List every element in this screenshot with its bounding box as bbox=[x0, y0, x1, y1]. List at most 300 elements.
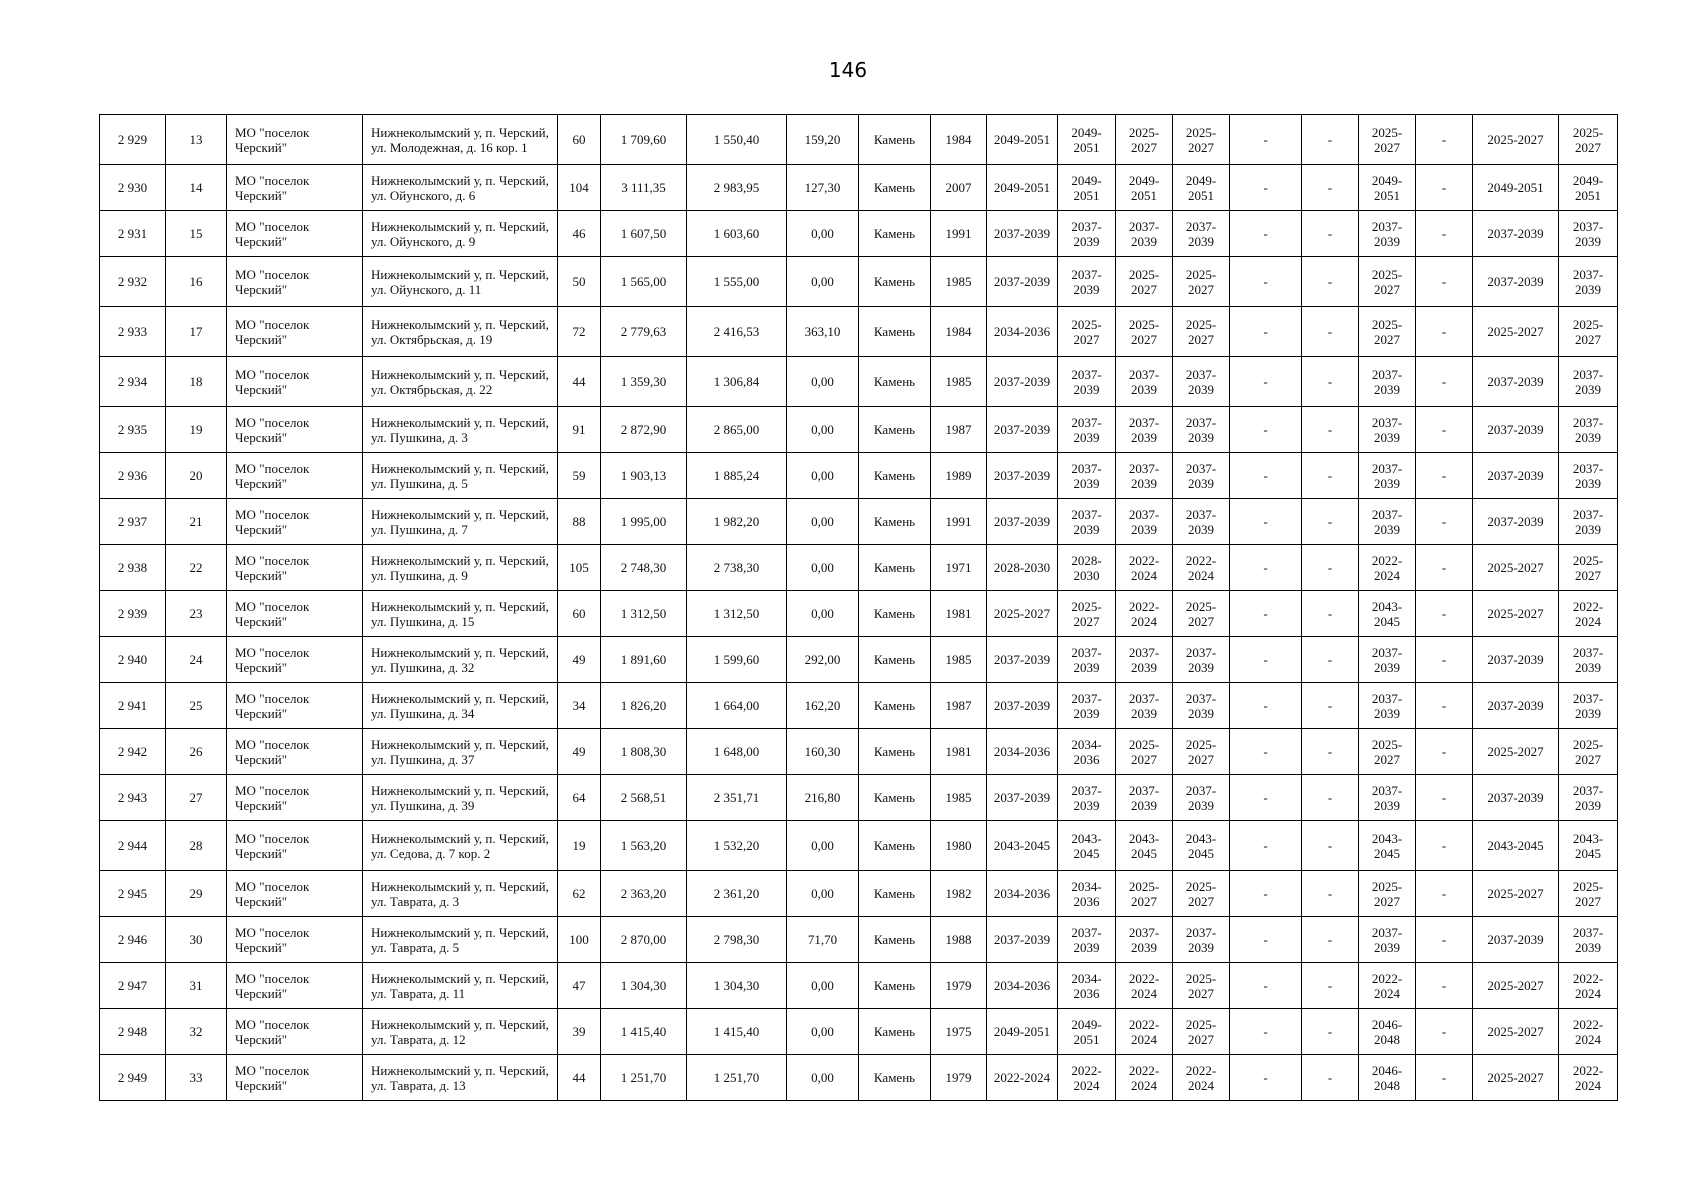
cell-total-area: 1 563,20 bbox=[601, 821, 687, 871]
cell-living-area: 1 982,20 bbox=[687, 499, 787, 545]
cell-local-number: 17 bbox=[166, 307, 227, 357]
cell-repair-period: 2025-2027 bbox=[1058, 307, 1116, 357]
cell-repair-period: - bbox=[1302, 499, 1359, 545]
cell-local-number: 28 bbox=[166, 821, 227, 871]
cell-living-area: 2 416,53 bbox=[687, 307, 787, 357]
table-row bbox=[100, 775, 1618, 821]
cell-address: Нижнеколымский у, п. Черский, ул. Пушкина, д. 39 bbox=[363, 775, 558, 821]
cell-repair-period: 2037-2039 bbox=[1473, 407, 1559, 453]
cell-repair-period: - bbox=[1302, 775, 1359, 821]
table-row bbox=[100, 637, 1618, 683]
cell-wall-material: Камень bbox=[859, 963, 931, 1009]
cell-residents: 72 bbox=[558, 307, 601, 357]
cell-wall-material: Камень bbox=[859, 115, 931, 165]
cell-row-number: 2 935 bbox=[100, 407, 166, 453]
cell-repair-period: - bbox=[1230, 871, 1302, 917]
cell-repair-period: 2037-2039 bbox=[1559, 257, 1618, 307]
cell-repair-period: 2025-2027 bbox=[1058, 591, 1116, 637]
cell-municipality: МО "поселок Черский" bbox=[227, 257, 363, 307]
cell-living-area: 1 550,40 bbox=[687, 115, 787, 165]
cell-repair-period: - bbox=[1230, 499, 1302, 545]
cell-local-number: 18 bbox=[166, 357, 227, 407]
cell-repair-period: 2037-2039 bbox=[1559, 211, 1618, 257]
cell-municipality: МО "поселок Черский" bbox=[227, 729, 363, 775]
cell-repair-period: 2037-2039 bbox=[1116, 453, 1173, 499]
cell-living-area: 1 603,60 bbox=[687, 211, 787, 257]
cell-build-year: 2007 bbox=[931, 165, 987, 211]
cell-nonresidential-area: 127,30 bbox=[787, 165, 859, 211]
cell-repair-period: 2025-2027 bbox=[1473, 1055, 1559, 1101]
cell-repair-period: 2037-2039 bbox=[1559, 637, 1618, 683]
table-row bbox=[100, 683, 1618, 729]
cell-repair-period: 2037-2039 bbox=[1116, 917, 1173, 963]
cell-residents: 100 bbox=[558, 917, 601, 963]
cell-wall-material: Камень bbox=[859, 357, 931, 407]
cell-repair-period: - bbox=[1416, 165, 1473, 211]
cell-repair-period: 2025-2027 bbox=[1173, 963, 1230, 1009]
cell-living-area: 2 798,30 bbox=[687, 917, 787, 963]
cell-total-area: 1 709,60 bbox=[601, 115, 687, 165]
cell-repair-period: 2022-2024 bbox=[1359, 963, 1416, 1009]
cell-repair-period: 2025-2027 bbox=[1559, 545, 1618, 591]
cell-repair-period: 2037-2039 bbox=[987, 257, 1058, 307]
cell-repair-period: 2037-2039 bbox=[1116, 357, 1173, 407]
cell-row-number: 2 948 bbox=[100, 1009, 166, 1055]
cell-nonresidential-area: 0,00 bbox=[787, 591, 859, 637]
cell-municipality: МО "поселок Черский" bbox=[227, 871, 363, 917]
cell-repair-period: 2037-2039 bbox=[1058, 357, 1116, 407]
cell-total-area: 1 891,60 bbox=[601, 637, 687, 683]
cell-repair-period: - bbox=[1302, 683, 1359, 729]
cell-repair-period: 2037-2039 bbox=[1173, 683, 1230, 729]
cell-address: Нижнеколымский у, п. Черский, ул. Ойунского, д. 9 bbox=[363, 211, 558, 257]
cell-living-area: 1 415,40 bbox=[687, 1009, 787, 1055]
cell-total-area: 2 779,63 bbox=[601, 307, 687, 357]
cell-address: Нижнеколымский у, п. Черский, ул. Пушкина, д. 32 bbox=[363, 637, 558, 683]
cell-repair-period: - bbox=[1302, 637, 1359, 683]
cell-repair-period: 2037-2039 bbox=[1173, 357, 1230, 407]
cell-nonresidential-area: 292,00 bbox=[787, 637, 859, 683]
cell-repair-period: 2025-2027 bbox=[1173, 591, 1230, 637]
cell-repair-period: 2037-2039 bbox=[1473, 683, 1559, 729]
cell-nonresidential-area: 0,00 bbox=[787, 821, 859, 871]
cell-repair-period: 2037-2039 bbox=[987, 407, 1058, 453]
table-row bbox=[100, 729, 1618, 775]
table-row bbox=[100, 211, 1618, 257]
cell-local-number: 26 bbox=[166, 729, 227, 775]
cell-repair-period: 2022-2024 bbox=[1173, 545, 1230, 591]
cell-repair-period: - bbox=[1416, 211, 1473, 257]
cell-repair-period: 2037-2039 bbox=[1473, 211, 1559, 257]
cell-row-number: 2 938 bbox=[100, 545, 166, 591]
cell-total-area: 1 565,00 bbox=[601, 257, 687, 307]
table-row bbox=[100, 165, 1618, 211]
cell-row-number: 2 949 bbox=[100, 1055, 166, 1101]
cell-wall-material: Камень bbox=[859, 591, 931, 637]
cell-repair-period: 2037-2039 bbox=[1559, 499, 1618, 545]
cell-wall-material: Камень bbox=[859, 683, 931, 729]
cell-municipality: МО "поселок Черский" bbox=[227, 1055, 363, 1101]
cell-repair-period: - bbox=[1416, 871, 1473, 917]
cell-repair-period: 2025-2027 bbox=[1473, 115, 1559, 165]
cell-total-area: 2 748,30 bbox=[601, 545, 687, 591]
cell-repair-period: - bbox=[1230, 407, 1302, 453]
cell-address: Нижнеколымский у, п. Черский, ул. Октябрьская, д. 19 bbox=[363, 307, 558, 357]
cell-municipality: МО "поселок Черский" bbox=[227, 591, 363, 637]
cell-residents: 47 bbox=[558, 963, 601, 1009]
cell-residents: 59 bbox=[558, 453, 601, 499]
table-row bbox=[100, 821, 1618, 871]
cell-local-number: 23 bbox=[166, 591, 227, 637]
cell-repair-period: 2037-2039 bbox=[1359, 917, 1416, 963]
cell-repair-period: - bbox=[1302, 1009, 1359, 1055]
cell-repair-period: - bbox=[1416, 357, 1473, 407]
cell-nonresidential-area: 0,00 bbox=[787, 211, 859, 257]
cell-residents: 88 bbox=[558, 499, 601, 545]
cell-nonresidential-area: 216,80 bbox=[787, 775, 859, 821]
table-row bbox=[100, 453, 1618, 499]
cell-repair-period: 2049-2051 bbox=[1116, 165, 1173, 211]
cell-repair-period: 2025-2027 bbox=[1173, 257, 1230, 307]
cell-row-number: 2 936 bbox=[100, 453, 166, 499]
cell-local-number: 25 bbox=[166, 683, 227, 729]
cell-nonresidential-area: 0,00 bbox=[787, 1055, 859, 1101]
cell-repair-period: - bbox=[1230, 963, 1302, 1009]
cell-nonresidential-area: 0,00 bbox=[787, 357, 859, 407]
cell-municipality: МО "поселок Черский" bbox=[227, 637, 363, 683]
cell-wall-material: Камень bbox=[859, 257, 931, 307]
cell-build-year: 1985 bbox=[931, 357, 987, 407]
cell-repair-period: 2037-2039 bbox=[1173, 917, 1230, 963]
cell-repair-period: - bbox=[1230, 257, 1302, 307]
cell-repair-period: 2049-2051 bbox=[1058, 115, 1116, 165]
cell-repair-period: - bbox=[1302, 407, 1359, 453]
cell-repair-period: - bbox=[1230, 1009, 1302, 1055]
cell-repair-period: 2043-2045 bbox=[1058, 821, 1116, 871]
cell-repair-period: 2037-2039 bbox=[1173, 407, 1230, 453]
cell-repair-period: 2037-2039 bbox=[1116, 499, 1173, 545]
table-body bbox=[100, 115, 1618, 1101]
cell-wall-material: Камень bbox=[859, 211, 931, 257]
cell-residents: 49 bbox=[558, 637, 601, 683]
cell-repair-period: - bbox=[1230, 591, 1302, 637]
cell-repair-period: - bbox=[1302, 963, 1359, 1009]
cell-repair-period: 2025-2027 bbox=[1473, 729, 1559, 775]
cell-repair-period: 2025-2027 bbox=[1173, 307, 1230, 357]
cell-residents: 44 bbox=[558, 357, 601, 407]
table-row bbox=[100, 115, 1618, 165]
cell-build-year: 1989 bbox=[931, 453, 987, 499]
cell-residents: 46 bbox=[558, 211, 601, 257]
table-row bbox=[100, 499, 1618, 545]
cell-repair-period: - bbox=[1302, 307, 1359, 357]
cell-repair-period: - bbox=[1302, 821, 1359, 871]
cell-repair-period: 2037-2039 bbox=[1559, 917, 1618, 963]
cell-wall-material: Камень bbox=[859, 729, 931, 775]
cell-repair-period: 2049-2051 bbox=[1058, 165, 1116, 211]
cell-repair-period: 2025-2027 bbox=[1559, 307, 1618, 357]
cell-living-area: 1 648,00 bbox=[687, 729, 787, 775]
cell-row-number: 2 940 bbox=[100, 637, 166, 683]
cell-local-number: 14 bbox=[166, 165, 227, 211]
cell-local-number: 16 bbox=[166, 257, 227, 307]
table-row bbox=[100, 1055, 1618, 1101]
cell-repair-period: - bbox=[1230, 545, 1302, 591]
cell-repair-period: 2025-2027 bbox=[1473, 963, 1559, 1009]
cell-repair-period: 2043-2045 bbox=[1359, 821, 1416, 871]
cell-nonresidential-area: 0,00 bbox=[787, 407, 859, 453]
cell-nonresidential-area: 0,00 bbox=[787, 545, 859, 591]
cell-local-number: 33 bbox=[166, 1055, 227, 1101]
cell-repair-period: 2037-2039 bbox=[987, 357, 1058, 407]
cell-repair-period: 2025-2027 bbox=[987, 591, 1058, 637]
cell-repair-period: 2025-2027 bbox=[1473, 307, 1559, 357]
cell-repair-period: 2037-2039 bbox=[1058, 775, 1116, 821]
cell-address: Нижнеколымский у, п. Черский, ул. Ойунского, д. 6 bbox=[363, 165, 558, 211]
cell-nonresidential-area: 0,00 bbox=[787, 871, 859, 917]
cell-residents: 91 bbox=[558, 407, 601, 453]
cell-repair-period: 2022-2024 bbox=[1559, 1055, 1618, 1101]
cell-total-area: 1 808,30 bbox=[601, 729, 687, 775]
cell-repair-period: 2037-2039 bbox=[1116, 211, 1173, 257]
cell-municipality: МО "поселок Черский" bbox=[227, 115, 363, 165]
table-row bbox=[100, 407, 1618, 453]
cell-row-number: 2 942 bbox=[100, 729, 166, 775]
cell-living-area: 1 885,24 bbox=[687, 453, 787, 499]
cell-living-area: 1 304,30 bbox=[687, 963, 787, 1009]
cell-repair-period: - bbox=[1302, 591, 1359, 637]
cell-municipality: МО "поселок Черский" bbox=[227, 357, 363, 407]
cell-wall-material: Камень bbox=[859, 775, 931, 821]
cell-wall-material: Камень bbox=[859, 545, 931, 591]
cell-repair-period: 2049-2051 bbox=[987, 115, 1058, 165]
cell-total-area: 1 607,50 bbox=[601, 211, 687, 257]
cell-repair-period: - bbox=[1302, 211, 1359, 257]
cell-repair-period: 2037-2039 bbox=[1359, 683, 1416, 729]
cell-repair-period: 2025-2027 bbox=[1116, 115, 1173, 165]
cell-living-area: 1 599,60 bbox=[687, 637, 787, 683]
cell-residents: 60 bbox=[558, 115, 601, 165]
cell-repair-period: 2037-2039 bbox=[987, 453, 1058, 499]
cell-residents: 34 bbox=[558, 683, 601, 729]
cell-nonresidential-area: 0,00 bbox=[787, 1009, 859, 1055]
cell-municipality: МО "поселок Черский" bbox=[227, 1009, 363, 1055]
cell-repair-period: - bbox=[1230, 821, 1302, 871]
cell-repair-period: 2037-2039 bbox=[1559, 357, 1618, 407]
cell-repair-period: 2037-2039 bbox=[1359, 357, 1416, 407]
cell-repair-period: 2028-2030 bbox=[987, 545, 1058, 591]
cell-repair-period: - bbox=[1230, 1055, 1302, 1101]
cell-repair-period: 2022-2024 bbox=[1559, 1009, 1618, 1055]
cell-row-number: 2 929 bbox=[100, 115, 166, 165]
table-row bbox=[100, 963, 1618, 1009]
cell-repair-period: 2034-2036 bbox=[1058, 871, 1116, 917]
cell-repair-period: 2025-2027 bbox=[1473, 871, 1559, 917]
cell-repair-period: - bbox=[1416, 775, 1473, 821]
cell-wall-material: Камень bbox=[859, 637, 931, 683]
cell-repair-period: - bbox=[1302, 115, 1359, 165]
cell-living-area: 1 532,20 bbox=[687, 821, 787, 871]
cell-residents: 44 bbox=[558, 1055, 601, 1101]
cell-wall-material: Камень bbox=[859, 821, 931, 871]
cell-nonresidential-area: 0,00 bbox=[787, 453, 859, 499]
cell-address: Нижнеколымский у, п. Черский, ул. Пушкина, д. 3 bbox=[363, 407, 558, 453]
cell-row-number: 2 947 bbox=[100, 963, 166, 1009]
cell-repair-period: - bbox=[1302, 1055, 1359, 1101]
cell-address: Нижнеколымский у, п. Черский, ул. Пушкина, д. 5 bbox=[363, 453, 558, 499]
cell-repair-period: - bbox=[1230, 637, 1302, 683]
cell-repair-period: - bbox=[1230, 917, 1302, 963]
cell-municipality: МО "поселок Черский" bbox=[227, 775, 363, 821]
table-row bbox=[100, 357, 1618, 407]
cell-repair-period: - bbox=[1302, 729, 1359, 775]
cell-repair-period: 2025-2027 bbox=[1359, 115, 1416, 165]
cell-repair-period: 2037-2039 bbox=[1116, 775, 1173, 821]
cell-repair-period: 2025-2027 bbox=[1173, 729, 1230, 775]
cell-build-year: 1980 bbox=[931, 821, 987, 871]
cell-repair-period: 2037-2039 bbox=[1173, 637, 1230, 683]
cell-repair-period: 2037-2039 bbox=[987, 683, 1058, 729]
cell-residents: 49 bbox=[558, 729, 601, 775]
cell-repair-period: 2025-2027 bbox=[1173, 871, 1230, 917]
cell-repair-period: 2025-2027 bbox=[1559, 729, 1618, 775]
cell-repair-period: 2022-2024 bbox=[1058, 1055, 1116, 1101]
cell-living-area: 2 738,30 bbox=[687, 545, 787, 591]
cell-repair-period: 2034-2036 bbox=[987, 729, 1058, 775]
cell-wall-material: Камень bbox=[859, 499, 931, 545]
table-row bbox=[100, 591, 1618, 637]
cell-residents: 39 bbox=[558, 1009, 601, 1055]
cell-municipality: МО "поселок Черский" bbox=[227, 545, 363, 591]
cell-address: Нижнеколымский у, п. Черский, ул. Пушкина, д. 15 bbox=[363, 591, 558, 637]
cell-repair-period: - bbox=[1416, 1055, 1473, 1101]
cell-repair-period: - bbox=[1416, 917, 1473, 963]
cell-total-area: 2 870,00 bbox=[601, 917, 687, 963]
cell-repair-period: 2037-2039 bbox=[1116, 407, 1173, 453]
cell-repair-period: 2037-2039 bbox=[1473, 917, 1559, 963]
cell-living-area: 1 664,00 bbox=[687, 683, 787, 729]
cell-repair-period: - bbox=[1416, 499, 1473, 545]
cell-total-area: 1 304,30 bbox=[601, 963, 687, 1009]
cell-build-year: 1981 bbox=[931, 729, 987, 775]
cell-living-area: 1 306,84 bbox=[687, 357, 787, 407]
cell-repair-period: 2025-2027 bbox=[1473, 545, 1559, 591]
cell-local-number: 32 bbox=[166, 1009, 227, 1055]
cell-row-number: 2 944 bbox=[100, 821, 166, 871]
cell-row-number: 2 945 bbox=[100, 871, 166, 917]
cell-wall-material: Камень bbox=[859, 917, 931, 963]
cell-municipality: МО "поселок Черский" bbox=[227, 821, 363, 871]
cell-local-number: 20 bbox=[166, 453, 227, 499]
cell-wall-material: Камень bbox=[859, 1009, 931, 1055]
cell-total-area: 1 251,70 bbox=[601, 1055, 687, 1101]
cell-build-year: 1979 bbox=[931, 963, 987, 1009]
cell-repair-period: 2025-2027 bbox=[1173, 1009, 1230, 1055]
cell-repair-period: - bbox=[1302, 453, 1359, 499]
cell-repair-period: - bbox=[1230, 357, 1302, 407]
cell-repair-period: 2049-2051 bbox=[987, 165, 1058, 211]
cell-repair-period: 2037-2039 bbox=[987, 637, 1058, 683]
cell-address: Нижнеколымский у, п. Черский, ул. Молодежная, д. 16 кор. 1 bbox=[363, 115, 558, 165]
cell-repair-period: - bbox=[1416, 545, 1473, 591]
cell-residents: 104 bbox=[558, 165, 601, 211]
cell-repair-period: 2022-2024 bbox=[1116, 963, 1173, 1009]
cell-repair-period: - bbox=[1230, 115, 1302, 165]
cell-repair-period: 2025-2027 bbox=[1359, 729, 1416, 775]
table-row bbox=[100, 1009, 1618, 1055]
cell-repair-period: 2049-2051 bbox=[1173, 165, 1230, 211]
cell-repair-period: 2022-2024 bbox=[1116, 591, 1173, 637]
cell-total-area: 1 415,40 bbox=[601, 1009, 687, 1055]
cell-total-area: 2 363,20 bbox=[601, 871, 687, 917]
cell-repair-period: 2037-2039 bbox=[1559, 775, 1618, 821]
cell-repair-period: 2037-2039 bbox=[1173, 453, 1230, 499]
cell-repair-period: 2025-2027 bbox=[1559, 115, 1618, 165]
cell-nonresidential-area: 363,10 bbox=[787, 307, 859, 357]
cell-repair-period: 2037-2039 bbox=[1473, 453, 1559, 499]
cell-wall-material: Камень bbox=[859, 407, 931, 453]
cell-repair-period: - bbox=[1416, 591, 1473, 637]
cell-repair-period: 2049-2051 bbox=[987, 1009, 1058, 1055]
cell-repair-period: - bbox=[1230, 211, 1302, 257]
cell-repair-period: 2037-2039 bbox=[1058, 453, 1116, 499]
cell-nonresidential-area: 0,00 bbox=[787, 257, 859, 307]
cell-repair-period: - bbox=[1302, 545, 1359, 591]
cell-repair-period: 2025-2027 bbox=[1359, 871, 1416, 917]
table-row bbox=[100, 917, 1618, 963]
table-row bbox=[100, 257, 1618, 307]
cell-living-area: 2 361,20 bbox=[687, 871, 787, 917]
cell-municipality: МО "поселок Черский" bbox=[227, 683, 363, 729]
cell-local-number: 30 bbox=[166, 917, 227, 963]
cell-address: Нижнеколымский у, п. Черский, ул. Пушкина, д. 7 bbox=[363, 499, 558, 545]
cell-repair-period: 2037-2039 bbox=[1359, 775, 1416, 821]
cell-repair-period: 2025-2027 bbox=[1359, 257, 1416, 307]
cell-repair-period: - bbox=[1416, 963, 1473, 1009]
cell-living-area: 2 351,71 bbox=[687, 775, 787, 821]
cell-living-area: 2 865,00 bbox=[687, 407, 787, 453]
page-number: 146 bbox=[828, 58, 868, 82]
cell-address: Нижнеколымский у, п. Черский, ул. Седова, д. 7 кор. 2 bbox=[363, 821, 558, 871]
cell-local-number: 22 bbox=[166, 545, 227, 591]
cell-address: Нижнеколымский у, п. Черский, ул. Ойунского, д. 11 bbox=[363, 257, 558, 307]
cell-repair-period: 2037-2039 bbox=[1473, 357, 1559, 407]
cell-municipality: МО "поселок Черский" bbox=[227, 407, 363, 453]
cell-repair-period: 2049-2051 bbox=[1058, 1009, 1116, 1055]
cell-repair-period: 2022-2024 bbox=[1559, 963, 1618, 1009]
cell-repair-period: - bbox=[1416, 637, 1473, 683]
cell-repair-period: 2034-2036 bbox=[987, 871, 1058, 917]
cell-repair-period: 2037-2039 bbox=[1359, 453, 1416, 499]
cell-repair-period: - bbox=[1302, 165, 1359, 211]
cell-address: Нижнеколымский у, п. Черский, ул. Таврата, д. 12 bbox=[363, 1009, 558, 1055]
cell-repair-period: - bbox=[1230, 453, 1302, 499]
cell-municipality: МО "поселок Черский" bbox=[227, 963, 363, 1009]
cell-build-year: 1984 bbox=[931, 307, 987, 357]
cell-build-year: 1988 bbox=[931, 917, 987, 963]
cell-address: Нижнеколымский у, п. Черский, ул. Пушкина, д. 37 bbox=[363, 729, 558, 775]
cell-total-area: 1 312,50 bbox=[601, 591, 687, 637]
cell-local-number: 21 bbox=[166, 499, 227, 545]
cell-repair-period: 2037-2039 bbox=[1173, 499, 1230, 545]
cell-repair-period: - bbox=[1230, 165, 1302, 211]
cell-build-year: 1984 bbox=[931, 115, 987, 165]
cell-municipality: МО "поселок Черский" bbox=[227, 307, 363, 357]
cell-repair-period: - bbox=[1416, 115, 1473, 165]
cell-repair-period: - bbox=[1416, 453, 1473, 499]
cell-row-number: 2 941 bbox=[100, 683, 166, 729]
cell-nonresidential-area: 160,30 bbox=[787, 729, 859, 775]
